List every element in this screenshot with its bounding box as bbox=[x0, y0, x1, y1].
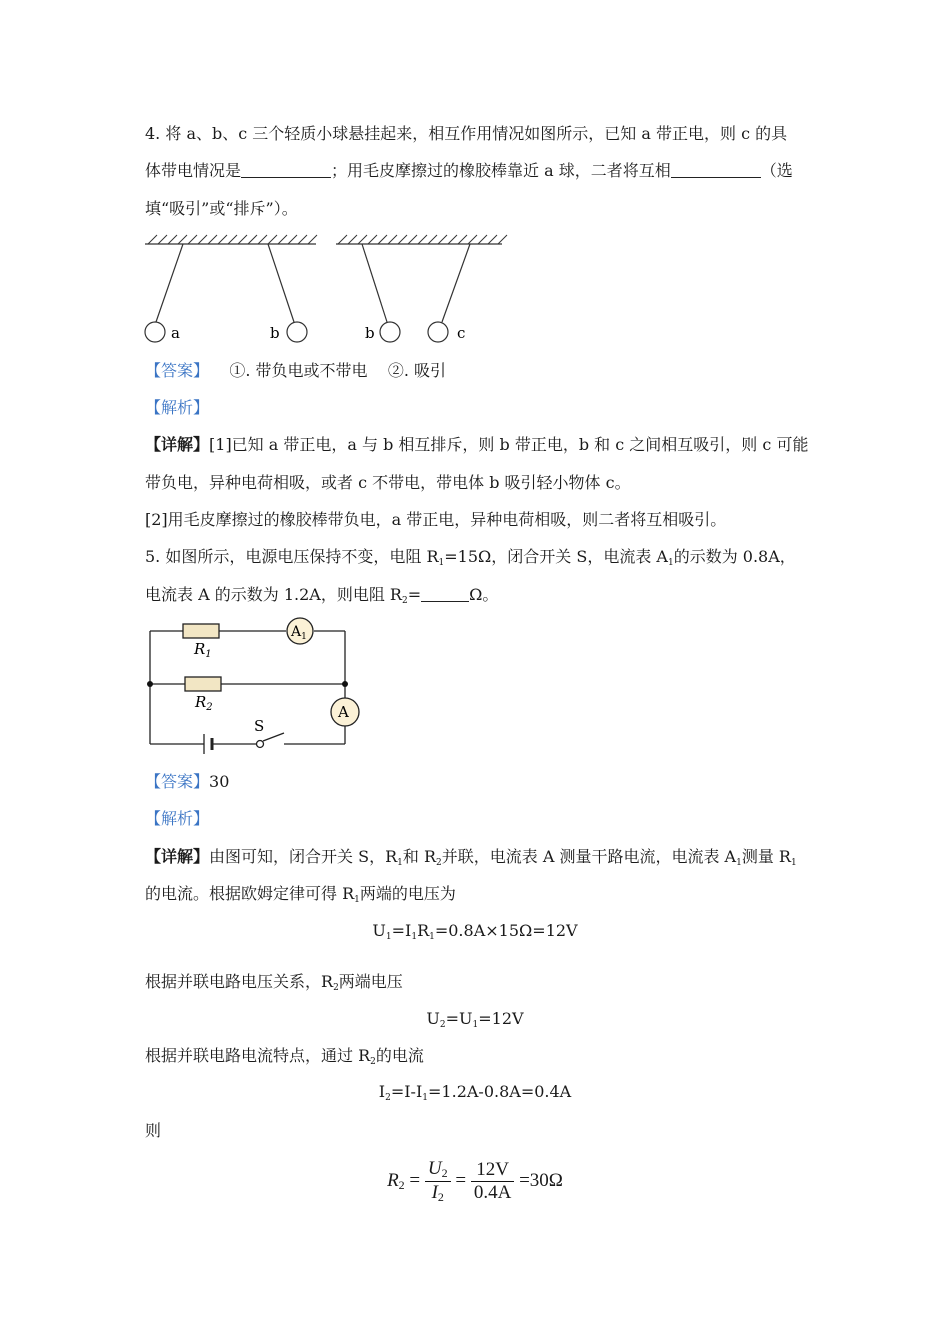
q4-blank-1[interactable] bbox=[241, 161, 331, 178]
q5-then: 则 bbox=[145, 1121, 162, 1140]
answer-tag: 【答案】 bbox=[145, 772, 210, 791]
q5-text: = bbox=[407, 585, 422, 604]
subscript: 1 bbox=[422, 1093, 429, 1103]
subscript: 2 bbox=[436, 858, 442, 868]
q5-text: 电流表 A 的示数为 1.2A，则电阻 R bbox=[145, 585, 402, 604]
eq-text: =I-I bbox=[390, 1082, 423, 1101]
label-a: A bbox=[338, 703, 349, 721]
resistor-r2 bbox=[185, 677, 221, 691]
q4-line2-text-c: （选 bbox=[760, 161, 793, 180]
para-text: 根据并联电路电流特点，通过 R bbox=[145, 1046, 371, 1065]
subscript: 1 bbox=[385, 932, 392, 942]
q4-line2 bbox=[145, 160, 793, 182]
equation-u2 bbox=[0, 1009, 950, 1030]
ball-b1 bbox=[287, 322, 307, 342]
label-r2-sub: 2 bbox=[206, 702, 213, 713]
eq-numerator: 12V bbox=[471, 1159, 514, 1182]
string-a bbox=[156, 244, 183, 322]
eq-text: U bbox=[372, 921, 386, 940]
subscript: 2 bbox=[370, 1057, 376, 1067]
string-c bbox=[442, 244, 470, 322]
q5-detail-line2 bbox=[145, 883, 456, 911]
label-s: S bbox=[254, 717, 265, 735]
para-text: 两端电压 bbox=[338, 972, 403, 991]
subscript: 1 bbox=[438, 558, 445, 568]
subscript: 1 bbox=[354, 895, 360, 905]
label-b2: b bbox=[365, 324, 375, 342]
label-r1 bbox=[193, 640, 212, 660]
detail-text: 和 R bbox=[402, 847, 436, 866]
string-b2 bbox=[362, 244, 387, 322]
equation-r2 bbox=[0, 1158, 950, 1205]
junction-right bbox=[342, 681, 348, 687]
subscript: 2 bbox=[398, 1177, 405, 1192]
q5-para-current bbox=[145, 1045, 424, 1073]
eq-text: =0.8A×15Ω=12V bbox=[434, 921, 578, 940]
q5-text: Ω。 bbox=[469, 585, 499, 604]
subscript: 1 bbox=[397, 858, 403, 868]
q4-detail-line2: 带负电，异种电荷相吸，或者 c 不带电，带电体 b 吸引轻小物体 c。 bbox=[145, 473, 631, 492]
subscript: 2 bbox=[439, 1020, 446, 1030]
eq-sign: = bbox=[409, 1169, 421, 1191]
para-text: 根据并联电路电压关系，R bbox=[145, 972, 334, 991]
detail-text: 测量 R bbox=[741, 847, 791, 866]
q4-blank-2[interactable] bbox=[671, 161, 761, 178]
q5-text: =15Ω，闭合开关 S，电流表 A bbox=[444, 547, 668, 566]
subscript: 1 bbox=[790, 858, 797, 868]
ball-b2 bbox=[380, 322, 400, 342]
subscript: 2 bbox=[385, 1093, 391, 1103]
label-r2-letter: R bbox=[195, 693, 207, 711]
label-a1-sub: 1 bbox=[301, 632, 307, 642]
ball-a bbox=[145, 322, 165, 342]
q5-line2 bbox=[145, 584, 498, 612]
answer-text: 30 bbox=[209, 772, 230, 791]
q4-detail-line3: [2]用毛皮摩擦过的橡胶棒带负电，a 带正电，异种电荷相吸，则二者将互相吸引。 bbox=[145, 510, 727, 529]
eq-text: =1.2A-0.8A=0.4A bbox=[428, 1082, 572, 1101]
q5-blank[interactable] bbox=[421, 585, 469, 602]
q4-answer bbox=[145, 360, 446, 382]
eq-text: R bbox=[417, 921, 430, 940]
detail-text: [1]已知 a 带正电，a 与 b 相互排斥，则 b 带正电，b 和 c 之间相互吸引，则 c 可能 bbox=[209, 435, 809, 454]
eq-text: =12V bbox=[478, 1009, 524, 1028]
eq-u: U bbox=[427, 1158, 442, 1179]
hanging-balls-figure bbox=[140, 230, 510, 350]
label-r2 bbox=[194, 693, 213, 713]
detail-text: 两端的电压为 bbox=[359, 884, 456, 903]
junction-left bbox=[147, 681, 153, 687]
eq-text: =U bbox=[445, 1009, 473, 1028]
circuit-diagram bbox=[140, 612, 370, 752]
q4-line2-text-b: ；用毛皮摩擦过的橡胶棒靠近 a 球，二者将互相 bbox=[331, 161, 671, 180]
eq-r2-letter: R bbox=[387, 1169, 399, 1191]
q5-para-voltage bbox=[145, 971, 403, 999]
para-text: 的电流 bbox=[375, 1046, 424, 1065]
q5-text: 5. 如图所示，电源电压保持不变，电阻 R bbox=[145, 547, 439, 566]
q4-analysis-tag: 【解析】 bbox=[145, 398, 210, 417]
eq-i: I bbox=[431, 1182, 438, 1203]
detail-tag: 【详解】 bbox=[145, 847, 210, 866]
subscript: 1 bbox=[667, 558, 674, 568]
subscript: 1 bbox=[411, 932, 418, 942]
eq-text: I bbox=[378, 1082, 386, 1101]
switch-contact bbox=[257, 741, 264, 748]
resistor-r1 bbox=[183, 624, 219, 638]
equation-i2 bbox=[0, 1082, 950, 1103]
q5-detail-line1 bbox=[145, 846, 797, 874]
fraction-u-over-i bbox=[425, 1158, 451, 1205]
detail-text: 并联，电流表 A 测量干路电流，电流表 A bbox=[441, 847, 737, 866]
q4-line3: 填“吸引”或“排斥”）。 bbox=[145, 199, 298, 218]
detail-tag: 【详解】 bbox=[145, 435, 210, 454]
subscript: 1 bbox=[429, 932, 435, 942]
subscript: 2 bbox=[401, 596, 408, 606]
fraction-values bbox=[471, 1159, 514, 1204]
q4-detail-line1 bbox=[145, 434, 808, 456]
eq-sign: = bbox=[455, 1169, 467, 1191]
answer-text: ①. 带负电或不带电 ②. 吸引 bbox=[229, 361, 447, 380]
detail-text: 的电流。根据欧姆定律可得 R bbox=[145, 884, 355, 903]
label-a1-letter: A bbox=[291, 624, 302, 640]
subscript: 1 bbox=[736, 858, 742, 868]
string-b1 bbox=[268, 244, 294, 322]
label-a: a bbox=[171, 324, 180, 342]
detail-text: 由图可知，闭合开关 S，R bbox=[209, 847, 398, 866]
ball-c bbox=[428, 322, 448, 342]
eq-result: =30Ω bbox=[519, 1169, 563, 1191]
q5-text: 的示数为 0.8A， bbox=[673, 547, 796, 566]
q5-analysis-tag: 【解析】 bbox=[145, 809, 210, 828]
label-r1-letter: R bbox=[194, 640, 206, 658]
label-b1: b bbox=[270, 324, 280, 342]
eq-denominator: 0.4A bbox=[473, 1182, 512, 1203]
answer-tag: 【答案】 bbox=[145, 361, 210, 380]
subscript: 2 bbox=[441, 1166, 448, 1180]
q5-line1 bbox=[145, 546, 796, 574]
q5-answer bbox=[145, 771, 229, 793]
subscript: 2 bbox=[333, 983, 339, 993]
q4-line2-text-a: 体带电情况是 bbox=[145, 161, 242, 180]
subscript: 1 bbox=[472, 1020, 479, 1030]
eq-text: =I bbox=[391, 921, 412, 940]
label-c: c bbox=[457, 324, 466, 342]
eq-text: U bbox=[426, 1009, 440, 1028]
label-r1-sub: 1 bbox=[205, 649, 212, 660]
subscript: 2 bbox=[437, 1190, 444, 1204]
equation-u1 bbox=[0, 921, 950, 942]
q4-line1: 4. 将 a、b、c 三个轻质小球悬挂起来，相互作用情况如图所示，已知 a 带正电，则 c 的具 bbox=[145, 124, 788, 143]
